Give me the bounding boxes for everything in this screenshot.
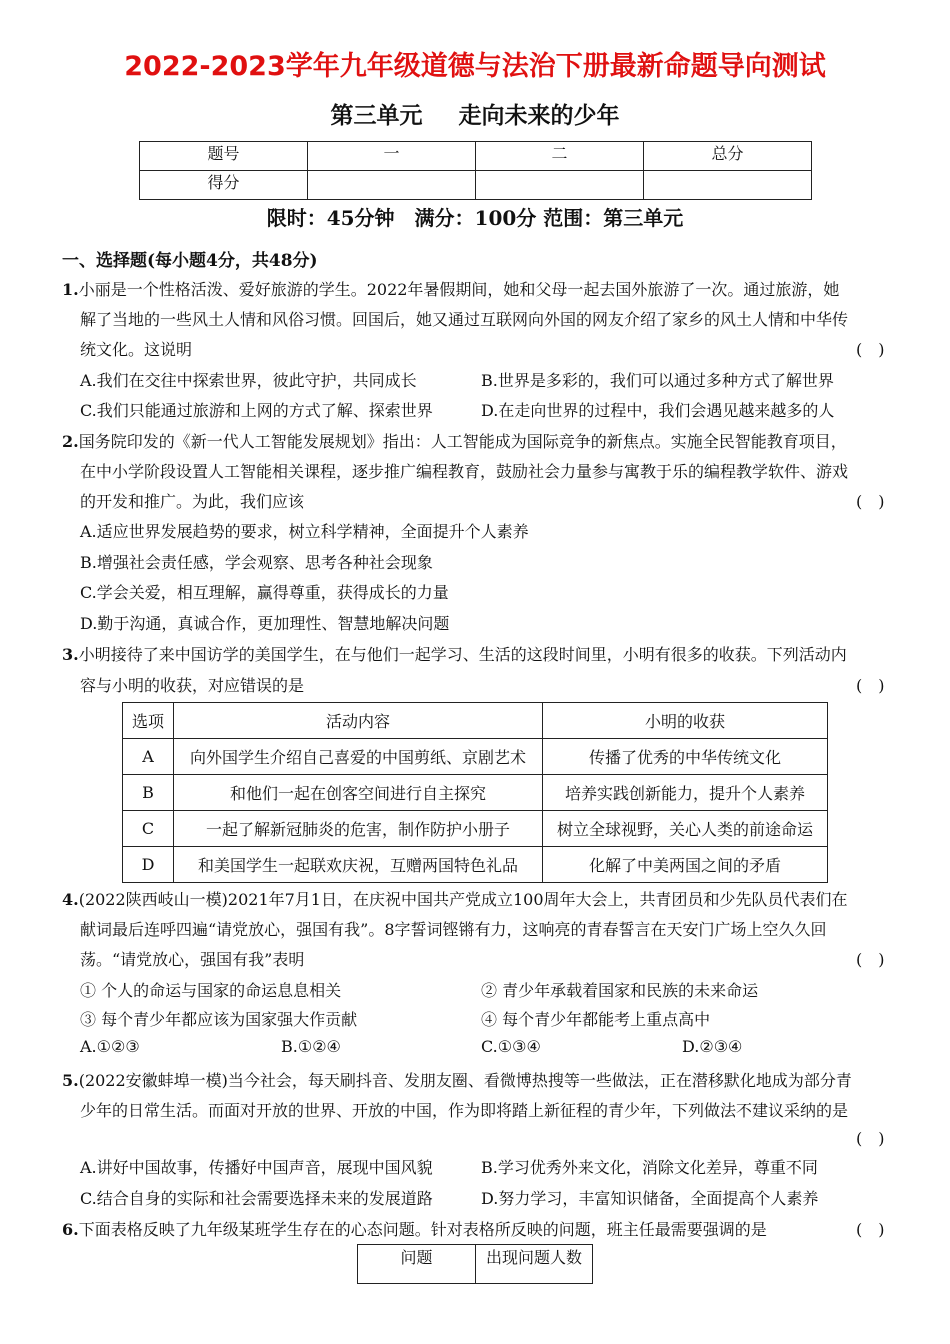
table-header-row	[358, 1245, 593, 1284]
table-cell: C	[123, 811, 174, 847]
q1-line	[62, 277, 839, 300]
score-header-cell: 二	[476, 142, 644, 171]
q5-line	[62, 1068, 852, 1091]
answer-bracket: ( )	[856, 340, 885, 359]
table-cell: 和美国学生一起联欢庆祝，互赠两国特色礼品	[174, 847, 543, 883]
table-cell: 化解了中美两国之间的矛盾	[543, 847, 828, 883]
q1-option-c: C.我们只能通过旅游和上网的方式了解、探索世界	[80, 401, 433, 420]
q1-stem: 统文化。这说明	[80, 340, 193, 359]
answer-bracket: ( )	[856, 676, 885, 695]
q6-table	[357, 1244, 593, 1284]
table-header-cell: 问题	[358, 1245, 476, 1284]
q5-stem: (2022安徽蚌埠一模)当今社会，每天刷抖音、发朋友圈、看微博热搜等一些做法，正在潜移默化地成为部分青	[78, 1071, 852, 1090]
score-row-label: 得分	[140, 171, 308, 200]
q4-stem: 献词最后连呼四遍“请党放心，强国有我”。8字誓词铿锵有力，这响亮的青春誓言在天安门广场上空久久回	[80, 920, 827, 939]
score-cell	[644, 171, 812, 200]
q2-stem: 在中小学阶段设置人工智能相关课程，逐步推广编程教育，鼓励社会力量参与寓教于乐的编程教学软件、游戏	[80, 462, 849, 481]
q4-number: 4.	[62, 890, 79, 909]
q4-option-b: B.①②④	[281, 1037, 341, 1056]
q4-stem: 荡。“请党放心，强国有我”表明	[80, 950, 305, 969]
q5-option-a: A.讲好中国故事，传播好中国声音，展现中国风貌	[80, 1158, 433, 1177]
table-cell: 培养实践创新能力，提升个人素养	[543, 775, 828, 811]
q6-stem: 下面表格反映了九年级某班学生存在的心态问题。针对表格所反映的问题，班主任最需要强调的是	[78, 1220, 767, 1239]
q2-option-c: C.学会关爱，相互理解，赢得尊重，获得成长的力量	[80, 583, 449, 602]
answer-bracket: ( )	[856, 950, 885, 969]
q2-line	[62, 429, 847, 452]
q3-number: 3.	[62, 645, 79, 664]
table-cell: 向外国学生介绍自己喜爱的中国剪纸、京剧艺术	[174, 739, 543, 775]
q5-stem: 少年的日常生活。而面对开放的世界、开放的中国，作为即将踏上新征程的青少年，下列做法不建议采纳的是	[80, 1101, 849, 1120]
table-cell: 树立全球视野，关心人类的前途命运	[543, 811, 828, 847]
q5-number: 5.	[62, 1071, 79, 1090]
q4-option-d: D.②③④	[682, 1037, 743, 1056]
table-row	[123, 811, 828, 847]
table-header-cell: 小明的收获	[543, 703, 828, 739]
table-header-cell: 选项	[123, 703, 174, 739]
table-cell: D	[123, 847, 174, 883]
q5-option-b: B.学习优秀外来文化，消除文化差异，尊重不同	[481, 1158, 818, 1177]
q1-option-b: B.世界是多彩的，我们可以通过多种方式了解世界	[481, 371, 834, 390]
q3-stem: 小明接待了来中国访学的美国学生，在与他们一起学习、生活的这段时间里，小明有很多的收获。下列活动内	[78, 645, 847, 664]
q3-table	[122, 702, 828, 883]
answer-bracket: ( )	[856, 1220, 885, 1239]
table-header-cell: 活动内容	[174, 703, 543, 739]
q4-option-c: C.①③④	[481, 1037, 541, 1056]
score-header-cell: 总分	[644, 142, 812, 171]
q6-line	[62, 1217, 767, 1240]
q5-option-d: D.努力学习，丰富知识储备，全面提高个人素养	[481, 1189, 819, 1208]
q2-option-d: D.勤于沟通，真诚合作，更加理性、智慧地解决问题	[80, 614, 450, 633]
q5-option-c: C.结合自身的实际和社会需要选择未来的发展道路	[80, 1189, 433, 1208]
q4-statement-3: ③ 每个青少年都应该为国家强大作贡献	[80, 1010, 358, 1029]
q2-stem: 的开发和推广。为此，我们应该	[80, 492, 305, 511]
q2-option-b: B.增强社会责任感，学会观察、思考各种社会现象	[80, 553, 433, 572]
table-row	[123, 739, 828, 775]
table-cell: 和他们一起在创客空间进行自主探究	[174, 775, 543, 811]
doc-title: 2022-2023学年九年级道德与法治下册最新命题导向测试	[124, 51, 826, 82]
table-row	[123, 847, 828, 883]
q1-stem: 解了当地的一些风土人情和风俗习惯。回国后，她又通过互联网向外国的网友介绍了家乡的风土人情和中华传	[80, 310, 849, 329]
table-cell: 传播了优秀的中华传统文化	[543, 739, 828, 775]
table-cell: 一起了解新冠肺炎的危害，制作防护小册子	[174, 811, 543, 847]
score-cell	[476, 171, 644, 200]
q4-line	[62, 887, 848, 910]
q2-option-a: A.适应世界发展趋势的要求，树立科学精神，全面提升个人素养	[80, 522, 529, 541]
table-row	[123, 775, 828, 811]
q2-stem: 国务院印发的《新一代人工智能发展规划》指出：人工智能成为国际竞争的新焦点。实施全民智能教育项目，	[78, 432, 847, 451]
q6-number: 6.	[62, 1220, 79, 1239]
score-row	[140, 171, 812, 200]
score-header-cell: 一	[308, 142, 476, 171]
answer-bracket: ( )	[856, 492, 885, 511]
q4-stem: (2022陕西岐山一模)2021年7月1日，在庆祝中国共产党成立100周年大会上，共青团员和少先队员代表们在	[78, 890, 848, 909]
table-cell: B	[123, 775, 174, 811]
q1-number: 1.	[62, 280, 79, 299]
score-cell	[308, 171, 476, 200]
q4-statement-4: ④ 每个青少年都能考上重点高中	[481, 1010, 711, 1029]
exam-limits: 限时：45分钟 满分：100分 范围：第三单元	[266, 206, 684, 230]
q4-statement-1: ① 个人的命运与国家的命运息息相关	[80, 981, 342, 1000]
table-header-cell: 出现问题人数	[476, 1245, 593, 1284]
q2-number: 2.	[62, 432, 79, 451]
q3-line	[62, 642, 847, 665]
table-header-row	[123, 703, 828, 739]
q4-option-a: A.①②③	[80, 1037, 140, 1056]
table-cell: A	[123, 739, 174, 775]
q1-option-d: D.在走向世界的过程中，我们会遇见越来越多的人	[481, 401, 835, 420]
score-header-cell: 题号	[140, 142, 308, 171]
q1-stem: 小丽是一个性格活泼、爱好旅游的学生。2022年暑假期间，她和父母一起去国外旅游了一次。通过旅游，她	[78, 280, 840, 299]
score-header-row	[140, 142, 812, 171]
q1-option-a: A.我们在交往中探索世界，彼此守护，共同成长	[80, 371, 417, 390]
unit-heading	[0, 97, 950, 130]
section-heading: 一、选择题(每小题4分，共48分)	[62, 251, 318, 271]
answer-bracket: ( )	[856, 1129, 885, 1148]
q3-stem: 容与小明的收获，对应错误的是	[80, 676, 305, 695]
q4-statement-2: ② 青少年承载着国家和民族的未来命运	[481, 981, 759, 1000]
unit-number: 第三单元	[330, 103, 423, 129]
score-table	[139, 141, 812, 200]
unit-title: 走向未来的少年	[458, 103, 620, 129]
